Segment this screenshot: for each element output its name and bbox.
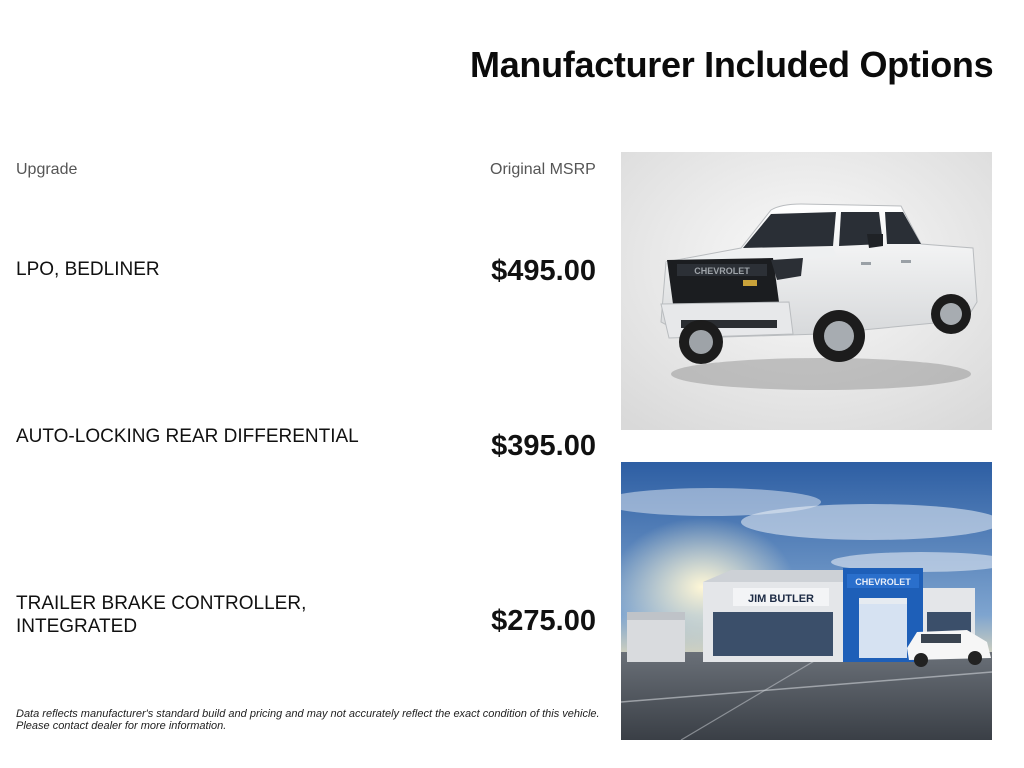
dealer-brand-text: CHEVROLET [855,577,911,587]
option-name: AUTO-LOCKING REAR DIFFERENTIAL [16,426,359,447]
page-title: Manufacturer Included Options [470,44,994,85]
vehicle-photo [621,152,992,430]
disclaimer [16,708,606,732]
option-price: $495.00 [491,255,596,287]
option-name: TRAILER BRAKE CONTROLLER, INTEGRATED [16,593,307,637]
disclaimer-line-1: Data reflects manufacturer's standard build and pricing and may not accurately reflect the exact condition of this vehicle. [16,708,600,720]
option-name: LPO, BEDLINER [16,259,160,280]
truck-brand-text: CHEVROLET [694,266,750,276]
option-price: $395.00 [491,430,596,462]
upgrade-column-header: Upgrade [16,161,78,178]
dealer-sign-text: JIM BUTLER [748,593,814,605]
disclaimer-line-2: Please contact dealer for more information. [16,720,227,732]
dealership-photo [621,462,992,740]
msrp-column-header: Original MSRP [490,161,596,178]
option-price: $275.00 [491,605,596,637]
